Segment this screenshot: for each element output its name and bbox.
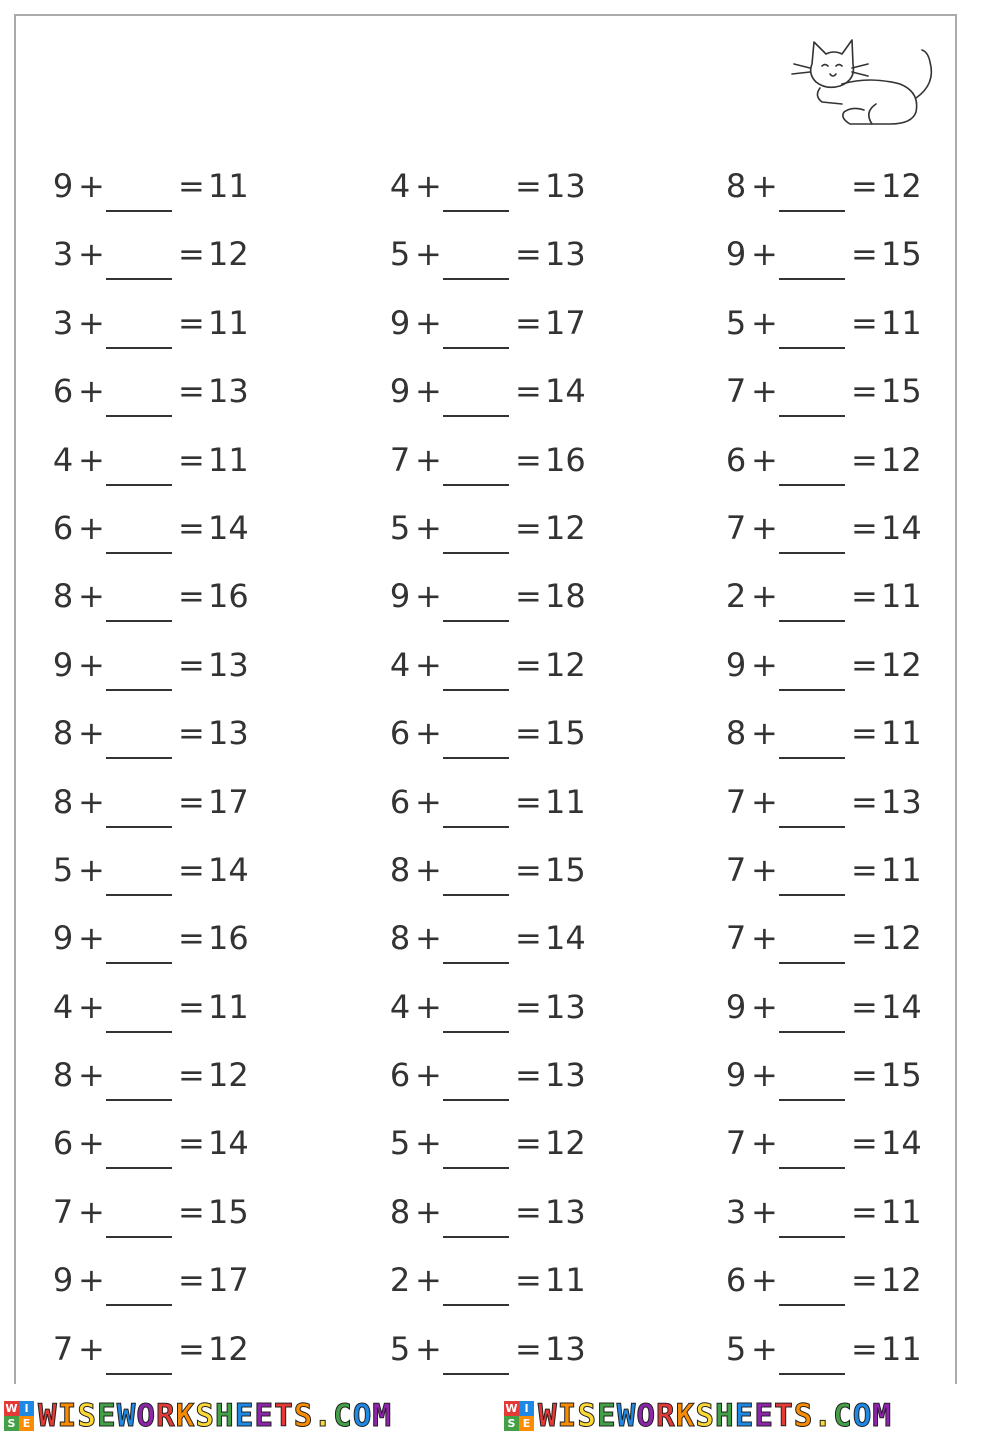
sum: 12 [545, 508, 586, 547]
answer-blank[interactable] [106, 1127, 172, 1169]
plus-sign: + [751, 1056, 778, 1095]
equals-sign: = [515, 782, 542, 821]
plus-sign: + [751, 714, 778, 753]
equals-sign: = [178, 1124, 205, 1163]
addend: 8 [389, 919, 411, 958]
addend: 6 [389, 1056, 411, 1095]
addend: 8 [52, 714, 74, 753]
sum: 13 [545, 167, 586, 205]
sum: 12 [881, 167, 922, 205]
addend: 7 [725, 1124, 747, 1163]
sum: 13 [881, 782, 922, 821]
answer-blank[interactable] [779, 1127, 845, 1169]
plus-sign: + [78, 987, 105, 1026]
answer-blank[interactable] [443, 238, 509, 280]
addend: 3 [52, 235, 74, 274]
badge-letter: S [4, 1416, 19, 1431]
addend: 5 [52, 850, 74, 889]
sum: 11 [208, 167, 249, 205]
plus-sign: + [415, 372, 442, 411]
plus-sign: + [78, 577, 105, 616]
sum: 15 [545, 714, 586, 753]
plus-sign: + [751, 577, 778, 616]
answer-blank[interactable] [106, 786, 172, 828]
equals-sign: = [851, 508, 878, 547]
addend: 8 [52, 577, 74, 616]
equals-sign: = [515, 303, 542, 342]
addend: 6 [389, 714, 411, 753]
sum: 15 [208, 1192, 249, 1231]
sum: 15 [881, 235, 922, 274]
answer-blank[interactable] [443, 854, 509, 896]
plus-sign: + [751, 440, 778, 479]
plus-sign: + [415, 782, 442, 821]
sum: 14 [208, 508, 249, 547]
sum: 11 [881, 577, 922, 616]
addend: 6 [389, 782, 411, 821]
sum: 12 [208, 1329, 249, 1368]
addend: 5 [725, 303, 747, 342]
badge-letter: W [505, 1402, 518, 1415]
plus-sign: + [751, 372, 778, 411]
answer-blank[interactable] [443, 717, 509, 759]
answer-blank[interactable] [443, 1127, 509, 1169]
equals-sign: = [178, 440, 205, 479]
logo-badge [504, 1401, 534, 1431]
sum: 15 [545, 850, 586, 889]
plus-sign: + [751, 850, 778, 889]
equals-sign: = [515, 1329, 542, 1368]
sum: 15 [881, 372, 922, 411]
sum: 15 [881, 1056, 922, 1095]
equals-sign: = [851, 1192, 878, 1231]
equals-sign: = [178, 850, 205, 889]
addend: 8 [389, 850, 411, 889]
answer-blank[interactable] [106, 717, 172, 759]
plus-sign: + [751, 303, 778, 342]
answer-blank[interactable] [106, 1059, 172, 1101]
worksheet-page [14, 14, 957, 1384]
equals-sign: = [178, 919, 205, 958]
addend: 4 [389, 167, 411, 205]
equals-sign: = [178, 577, 205, 616]
answer-blank[interactable] [106, 170, 172, 212]
answer-blank[interactable] [779, 444, 845, 486]
plus-sign: + [78, 850, 105, 889]
logo-wordmark: W I S E W O R K S H E E T S . C O M [38, 1398, 393, 1434]
sum: 14 [881, 1124, 922, 1163]
answer-blank[interactable] [443, 580, 509, 622]
addend: 7 [725, 372, 747, 411]
answer-blank[interactable] [779, 1333, 845, 1375]
footer-logo [4, 1396, 392, 1436]
equals-sign: = [851, 235, 878, 274]
addend: 9 [389, 303, 411, 342]
badge-letter: E [19, 1416, 34, 1431]
addend: 8 [52, 782, 74, 821]
sum: 14 [208, 850, 249, 889]
badge-letter: E [519, 1416, 534, 1431]
plus-sign: + [78, 1261, 105, 1300]
plus-sign: + [415, 987, 442, 1026]
answer-blank[interactable] [443, 922, 509, 964]
addend: 9 [52, 1261, 74, 1300]
answer-blank[interactable] [779, 512, 845, 554]
logo-wordmark: W I S E W O R K S H E E T S . C O M [538, 1398, 893, 1434]
answer-blank[interactable] [779, 307, 845, 349]
sum: 14 [545, 919, 586, 958]
answer-blank[interactable] [443, 1333, 509, 1375]
answer-blank[interactable] [106, 307, 172, 349]
equals-sign: = [851, 303, 878, 342]
answer-blank[interactable] [106, 512, 172, 554]
addend: 9 [389, 577, 411, 616]
plus-sign: + [78, 714, 105, 753]
sum: 14 [208, 1124, 249, 1163]
plus-sign: + [415, 1261, 442, 1300]
addend: 4 [52, 440, 74, 479]
answer-blank[interactable] [443, 991, 509, 1033]
sum: 13 [545, 987, 586, 1026]
plus-sign: + [415, 850, 442, 889]
addend: 7 [725, 850, 747, 889]
equals-sign: = [851, 1329, 878, 1368]
equals-sign: = [851, 782, 878, 821]
sum: 14 [881, 508, 922, 547]
sum: 12 [208, 1056, 249, 1095]
sum: 16 [208, 919, 249, 958]
addend: 8 [725, 167, 747, 205]
plus-sign: + [751, 1192, 778, 1231]
plus-sign: + [78, 372, 105, 411]
answer-blank[interactable] [106, 854, 172, 896]
equals-sign: = [178, 1192, 205, 1231]
badge-letter: W [5, 1402, 18, 1415]
sum: 11 [545, 782, 586, 821]
equals-sign: = [851, 987, 878, 1026]
answer-blank[interactable] [779, 786, 845, 828]
addend: 5 [725, 1329, 747, 1368]
equals-sign: = [515, 235, 542, 274]
addend: 9 [52, 167, 74, 205]
sum: 12 [208, 235, 249, 274]
plus-sign: + [78, 1192, 105, 1231]
answer-blank[interactable] [443, 786, 509, 828]
plus-sign: + [415, 235, 442, 274]
sum: 13 [208, 372, 249, 411]
addend: 4 [52, 987, 74, 1026]
answer-blank[interactable] [779, 1196, 845, 1238]
plus-sign: + [751, 987, 778, 1026]
answer-blank[interactable] [443, 512, 509, 554]
plus-sign: + [415, 1056, 442, 1095]
answer-blank[interactable] [779, 922, 845, 964]
plus-sign: + [751, 782, 778, 821]
equals-sign: = [178, 372, 205, 411]
addend: 9 [725, 645, 747, 684]
sum: 11 [881, 303, 922, 342]
equals-sign: = [851, 850, 878, 889]
equals-sign: = [178, 1056, 205, 1095]
equals-sign: = [515, 850, 542, 889]
answer-blank[interactable] [443, 1196, 509, 1238]
equals-sign: = [178, 235, 205, 274]
equals-sign: = [178, 714, 205, 753]
answer-blank[interactable] [106, 375, 172, 417]
plus-sign: + [751, 508, 778, 547]
equals-sign: = [515, 440, 542, 479]
addend: 5 [389, 508, 411, 547]
plus-sign: + [78, 645, 105, 684]
addend: 4 [389, 645, 411, 684]
plus-sign: + [751, 167, 778, 205]
addend: 4 [389, 987, 411, 1026]
equals-sign: = [515, 987, 542, 1026]
sum: 12 [881, 645, 922, 684]
sum: 11 [881, 714, 922, 753]
plus-sign: + [415, 303, 442, 342]
equals-sign: = [851, 1124, 878, 1163]
footer [0, 1396, 1000, 1436]
addend: 6 [52, 1124, 74, 1163]
addend: 2 [389, 1261, 411, 1300]
answer-blank[interactable] [443, 1059, 509, 1101]
plus-sign: + [415, 1329, 442, 1368]
addend: 7 [725, 782, 747, 821]
answer-blank[interactable] [779, 170, 845, 212]
equals-sign: = [515, 1124, 542, 1163]
sum: 13 [545, 1329, 586, 1368]
addend: 9 [52, 919, 74, 958]
addend: 8 [52, 1056, 74, 1095]
plus-sign: + [78, 1056, 105, 1095]
addend: 7 [725, 919, 747, 958]
answer-blank[interactable] [443, 444, 509, 486]
plus-sign: + [415, 577, 442, 616]
sum: 14 [881, 987, 922, 1026]
addend: 7 [389, 440, 411, 479]
sum: 13 [545, 235, 586, 274]
sum: 18 [545, 577, 586, 616]
sum: 13 [545, 1056, 586, 1095]
plus-sign: + [78, 167, 105, 205]
answer-blank[interactable] [106, 1264, 172, 1306]
answer-blank[interactable] [106, 649, 172, 691]
sum: 11 [881, 1329, 922, 1368]
equals-sign: = [851, 919, 878, 958]
equals-sign: = [515, 508, 542, 547]
equals-sign: = [515, 1192, 542, 1231]
plus-sign: + [78, 508, 105, 547]
equals-sign: = [851, 714, 878, 753]
plus-sign: + [78, 303, 105, 342]
equals-sign: = [178, 1329, 205, 1368]
addend: 6 [725, 1261, 747, 1300]
plus-sign: + [415, 645, 442, 684]
plus-sign: + [751, 919, 778, 958]
sum: 17 [545, 303, 586, 342]
addend: 6 [725, 440, 747, 479]
addend: 7 [725, 508, 747, 547]
sum: 13 [208, 645, 249, 684]
addend: 9 [725, 987, 747, 1026]
equals-sign: = [178, 782, 205, 821]
addend: 7 [52, 1192, 74, 1231]
plus-sign: + [415, 440, 442, 479]
answer-blank[interactable] [106, 991, 172, 1033]
equals-sign: = [515, 577, 542, 616]
equals-sign: = [851, 1056, 878, 1095]
sum: 13 [545, 1192, 586, 1231]
plus-sign: + [751, 645, 778, 684]
addend: 7 [52, 1329, 74, 1368]
plus-sign: + [751, 1124, 778, 1163]
badge-letter: S [504, 1416, 519, 1431]
answer-blank[interactable] [779, 238, 845, 280]
sum: 12 [881, 440, 922, 479]
plus-sign: + [751, 235, 778, 274]
sum: 17 [208, 782, 249, 821]
equals-sign: = [515, 372, 542, 411]
addend: 6 [52, 372, 74, 411]
addend: 8 [725, 714, 747, 753]
equals-sign: = [515, 167, 542, 205]
equals-sign: = [178, 303, 205, 342]
plus-sign: + [78, 440, 105, 479]
answer-blank[interactable] [779, 580, 845, 622]
badge-letter: I [19, 1401, 34, 1416]
answer-blank[interactable] [779, 717, 845, 759]
plus-sign: + [415, 167, 442, 205]
answer-blank[interactable] [779, 1264, 845, 1306]
equals-sign: = [851, 1261, 878, 1300]
equals-sign: = [851, 372, 878, 411]
sum: 11 [545, 1261, 586, 1300]
addend: 5 [389, 1329, 411, 1368]
addend: 9 [725, 1056, 747, 1095]
sum: 11 [881, 850, 922, 889]
sum: 12 [545, 1124, 586, 1163]
answer-blank[interactable] [106, 580, 172, 622]
answer-blank[interactable] [779, 1059, 845, 1101]
answer-blank[interactable] [779, 854, 845, 896]
plus-sign: + [415, 714, 442, 753]
answer-blank[interactable] [443, 1264, 509, 1306]
equals-sign: = [851, 645, 878, 684]
addend: 9 [725, 235, 747, 274]
answer-blank[interactable] [106, 1333, 172, 1375]
sum: 12 [545, 645, 586, 684]
equals-sign: = [515, 714, 542, 753]
answer-blank[interactable] [106, 444, 172, 486]
sum: 11 [881, 1192, 922, 1231]
sum: 16 [545, 440, 586, 479]
addend: 5 [389, 1124, 411, 1163]
addend: 9 [389, 372, 411, 411]
plus-sign: + [78, 919, 105, 958]
equals-sign: = [515, 1056, 542, 1095]
answer-blank[interactable] [443, 170, 509, 212]
answer-blank[interactable] [779, 649, 845, 691]
equals-sign: = [515, 645, 542, 684]
addend: 3 [52, 303, 74, 342]
answer-blank[interactable] [106, 1196, 172, 1238]
plus-sign: + [751, 1329, 778, 1368]
addend: 3 [725, 1192, 747, 1231]
plus-sign: + [415, 1124, 442, 1163]
answer-blank[interactable] [779, 991, 845, 1033]
plus-sign: + [78, 782, 105, 821]
addend: 2 [725, 577, 747, 616]
addend: 8 [389, 1192, 411, 1231]
equals-sign: = [178, 987, 205, 1026]
addend: 6 [52, 508, 74, 547]
plus-sign: + [415, 1192, 442, 1231]
answer-blank[interactable] [443, 375, 509, 417]
sum: 12 [881, 919, 922, 958]
answer-blank[interactable] [106, 238, 172, 280]
equals-sign: = [515, 919, 542, 958]
sum: 13 [208, 714, 249, 753]
plus-sign: + [78, 235, 105, 274]
plus-sign: + [415, 919, 442, 958]
equals-sign: = [178, 1261, 205, 1300]
logo-badge [4, 1401, 34, 1431]
equals-sign: = [851, 440, 878, 479]
plus-sign: + [78, 1329, 105, 1368]
equals-sign: = [515, 1261, 542, 1300]
plus-sign: + [78, 1124, 105, 1163]
sum: 11 [208, 987, 249, 1026]
addend: 5 [389, 235, 411, 274]
plus-sign: + [415, 508, 442, 547]
sum: 14 [545, 372, 586, 411]
sum: 12 [881, 1261, 922, 1300]
sum: 11 [208, 303, 249, 342]
addend: 9 [52, 645, 74, 684]
plus-sign: + [751, 1261, 778, 1300]
equals-sign: = [851, 577, 878, 616]
equals-sign: = [178, 167, 205, 205]
answer-blank[interactable] [779, 375, 845, 417]
badge-letter: I [519, 1401, 534, 1416]
answer-blank[interactable] [443, 649, 509, 691]
sum: 16 [208, 577, 249, 616]
answer-blank[interactable] [443, 307, 509, 349]
sum: 17 [208, 1261, 249, 1300]
equals-sign: = [178, 645, 205, 684]
answer-blank[interactable] [106, 922, 172, 964]
footer-logo [504, 1396, 892, 1436]
sum: 11 [208, 440, 249, 479]
cat-icon [790, 34, 940, 129]
equals-sign: = [178, 508, 205, 547]
equals-sign: = [851, 167, 878, 205]
